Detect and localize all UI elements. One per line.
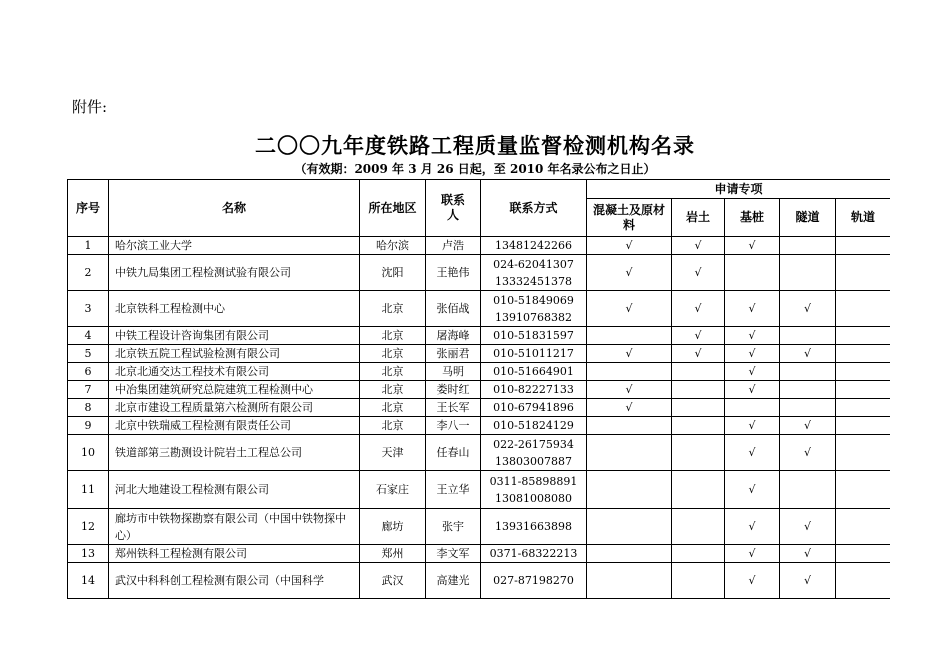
table-row: [68, 381, 891, 399]
org-contact: 马明: [426, 363, 481, 381]
check-tunnel: [780, 363, 836, 381]
check-tunnel: √: [780, 563, 836, 599]
org-phone: [481, 237, 587, 255]
row-number: 12: [68, 509, 109, 545]
check-concrete: [587, 327, 672, 345]
phone-number: 022-26175934: [493, 437, 574, 451]
header-tunnel: 隧道: [780, 199, 836, 237]
org-phone: [481, 563, 587, 599]
check-concrete: √: [587, 345, 672, 363]
org-name: 中铁工程设计咨询集团有限公司: [109, 327, 360, 345]
org-name: 北京北通交达工程技术有限公司: [109, 363, 360, 381]
attachment-label: 附件:: [72, 98, 108, 116]
org-region: 北京: [360, 381, 426, 399]
check-tunnel: √: [780, 291, 836, 327]
org-phone: [481, 363, 587, 381]
check-track: [836, 471, 891, 509]
org-region: 北京: [360, 291, 426, 327]
check-tunnel: [780, 327, 836, 345]
check-concrete: [587, 471, 672, 509]
check-concrete: √: [587, 255, 672, 291]
phone-number: 010-51849069: [493, 293, 574, 307]
org-contact: 娄时红: [426, 381, 481, 399]
org-name: 北京市建设工程质量第六检测所有限公司: [109, 399, 360, 417]
check-tunnel: [780, 399, 836, 417]
org-contact: 张丽君: [426, 345, 481, 363]
check-tunnel: √: [780, 345, 836, 363]
phone-number: 027-87198270: [493, 574, 574, 587]
org-contact: 王艳伟: [426, 255, 481, 291]
phone-number: 13931663898: [495, 520, 572, 533]
check-rock: √: [672, 345, 725, 363]
check-tunnel: [780, 237, 836, 255]
check-rock: [672, 417, 725, 435]
check-concrete: [587, 417, 672, 435]
validity-subtitle: （有效期：2009 年 3 月 26 日起，至 2010 年名录公布之日止）: [294, 162, 656, 176]
header-contact: 联系人: [426, 180, 481, 237]
org-region: 北京: [360, 399, 426, 417]
org-region: 天津: [360, 435, 426, 471]
row-number: 10: [68, 435, 109, 471]
header-name: 名称: [109, 180, 360, 237]
check-track: [836, 327, 891, 345]
org-contact: 李八一: [426, 417, 481, 435]
check-pile: √: [725, 435, 780, 471]
phone-number: 010-51011217: [493, 347, 574, 360]
document-title: 二〇〇九年度铁路工程质量监督检测机构名录: [255, 133, 695, 158]
check-tunnel: [780, 255, 836, 291]
row-number: 14: [68, 563, 109, 599]
header-no: 序号: [68, 180, 109, 237]
org-name: 中铁九局集团工程检测试验有限公司: [109, 255, 360, 291]
org-region: 廊坊: [360, 509, 426, 545]
check-pile: [725, 255, 780, 291]
check-pile: √: [725, 545, 780, 563]
check-pile: √: [725, 381, 780, 399]
check-concrete: √: [587, 381, 672, 399]
check-track: [836, 255, 891, 291]
check-rock: [672, 545, 725, 563]
table-row: [68, 509, 891, 545]
org-phone: [481, 381, 587, 399]
check-track: [836, 381, 891, 399]
row-number: 7: [68, 381, 109, 399]
check-concrete: [587, 545, 672, 563]
org-name: 中冶集团建筑研究总院建筑工程检测中心: [109, 381, 360, 399]
check-track: [836, 237, 891, 255]
table-row: [68, 435, 891, 471]
check-track: [836, 509, 891, 545]
check-concrete: [587, 563, 672, 599]
org-phone: [481, 291, 587, 327]
org-region: 北京: [360, 327, 426, 345]
org-name: 河北大地建设工程检测有限公司: [109, 471, 360, 509]
table-row: [68, 399, 891, 417]
check-rock: √: [672, 291, 725, 327]
row-number: 11: [68, 471, 109, 509]
check-concrete: √: [587, 237, 672, 255]
check-rock: [672, 435, 725, 471]
org-phone: [481, 435, 587, 471]
org-region: 哈尔滨: [360, 237, 426, 255]
row-number: 1: [68, 237, 109, 255]
check-concrete: [587, 509, 672, 545]
org-phone: [481, 545, 587, 563]
phone-number: 010-67941896: [493, 401, 574, 414]
org-name: 武汉中科科创工程检测有限公司（中国科学: [109, 563, 360, 599]
check-pile: √: [725, 563, 780, 599]
check-concrete: [587, 363, 672, 381]
org-contact: 卢浩: [426, 237, 481, 255]
org-region: 北京: [360, 345, 426, 363]
phone-number: 010-51831597: [493, 329, 574, 342]
check-tunnel: [780, 381, 836, 399]
table-row: [68, 291, 891, 327]
check-pile: √: [725, 363, 780, 381]
check-rock: √: [672, 255, 725, 291]
check-rock: √: [672, 327, 725, 345]
phone-number: 0371-68322213: [489, 547, 578, 560]
table-row: [68, 545, 891, 563]
org-name: 北京中铁瑞威工程检测有限责任公司: [109, 417, 360, 435]
check-track: [836, 563, 891, 599]
row-number: 9: [68, 417, 109, 435]
org-contact: 王长军: [426, 399, 481, 417]
org-name: 哈尔滨工业大学: [109, 237, 360, 255]
org-region: 郑州: [360, 545, 426, 563]
check-tunnel: √: [780, 509, 836, 545]
check-concrete: √: [587, 291, 672, 327]
org-name: 北京铁五院工程试验检测有限公司: [109, 345, 360, 363]
row-number: 5: [68, 345, 109, 363]
check-track: [836, 435, 891, 471]
org-contact: 张宇: [426, 509, 481, 545]
check-track: [836, 345, 891, 363]
org-phone: [481, 345, 587, 363]
check-rock: [672, 563, 725, 599]
check-track: [836, 291, 891, 327]
check-rock: [672, 471, 725, 509]
phone-number: 010-51824129: [493, 419, 574, 432]
check-rock: [672, 381, 725, 399]
check-rock: √: [672, 237, 725, 255]
org-region: 北京: [360, 363, 426, 381]
header-rock: 岩土: [672, 199, 725, 237]
row-number: 6: [68, 363, 109, 381]
table-row: [68, 237, 891, 255]
header-pile: 基桩: [725, 199, 780, 237]
table-row: [68, 327, 891, 345]
table-row: [68, 345, 891, 363]
phone-number: 024-62041307: [493, 257, 574, 271]
phone-number: 13332451378: [495, 274, 572, 288]
check-track: [836, 417, 891, 435]
org-region: 沈阳: [360, 255, 426, 291]
header-region: 所在地区: [360, 180, 426, 237]
org-phone: [481, 255, 587, 291]
check-rock: [672, 399, 725, 417]
check-tunnel: √: [780, 435, 836, 471]
table-row: [68, 471, 891, 509]
org-phone: [481, 509, 587, 545]
row-number: 8: [68, 399, 109, 417]
header-phone: 联系方式: [481, 180, 587, 237]
org-name: 北京铁科工程检测中心: [109, 291, 360, 327]
phone-number: 13481242266: [495, 239, 572, 252]
row-number: 2: [68, 255, 109, 291]
check-pile: √: [725, 345, 780, 363]
row-number: 13: [68, 545, 109, 563]
check-pile: √: [725, 291, 780, 327]
org-contact: 屠海峰: [426, 327, 481, 345]
org-contact: 高建光: [426, 563, 481, 599]
phone-number: 13910768382: [495, 310, 572, 324]
check-pile: √: [725, 237, 780, 255]
org-region: 北京: [360, 417, 426, 435]
org-contact: 任春山: [426, 435, 481, 471]
check-pile: √: [725, 509, 780, 545]
check-track: [836, 545, 891, 563]
check-tunnel: √: [780, 545, 836, 563]
directory-table: [67, 179, 890, 599]
table-row: [68, 563, 891, 599]
org-contact: 张佰战: [426, 291, 481, 327]
phone-number: 010-51664901: [493, 365, 574, 378]
org-phone: [481, 417, 587, 435]
phone-number: 13803007887: [495, 454, 572, 468]
check-tunnel: √: [780, 417, 836, 435]
org-name: 廊坊市中铁物探勘察有限公司（中国中铁物探中心）: [109, 509, 360, 545]
org-contact: 李文军: [426, 545, 481, 563]
phone-number: 13081008080: [495, 491, 572, 505]
org-contact: 王立华: [426, 471, 481, 509]
check-pile: √: [725, 471, 780, 509]
check-track: [836, 363, 891, 381]
phone-number: 010-82227133: [493, 383, 574, 396]
table-row: [68, 417, 891, 435]
check-concrete: [587, 435, 672, 471]
directory-table-container: [67, 179, 890, 600]
row-number: 4: [68, 327, 109, 345]
header-special-items: 申请专项: [587, 180, 891, 199]
check-rock: [672, 509, 725, 545]
org-phone: [481, 327, 587, 345]
table-row: [68, 363, 891, 381]
check-pile: √: [725, 327, 780, 345]
check-rock: [672, 363, 725, 381]
org-region: 武汉: [360, 563, 426, 599]
check-tunnel: [780, 471, 836, 509]
table-row: [68, 255, 891, 291]
org-name: 铁道部第三勘测设计院岩土工程总公司: [109, 435, 360, 471]
org-phone: [481, 471, 587, 509]
check-pile: [725, 399, 780, 417]
org-region: 石家庄: [360, 471, 426, 509]
header-row-1: [68, 180, 891, 199]
check-pile: √: [725, 417, 780, 435]
check-track: [836, 399, 891, 417]
header-track: 轨道: [836, 199, 891, 237]
org-phone: [481, 399, 587, 417]
header-concrete: 混凝土及原材料: [587, 199, 672, 237]
phone-number: 0311-85898891: [489, 474, 578, 488]
row-number: 3: [68, 291, 109, 327]
org-name: 郑州铁科工程检测有限公司: [109, 545, 360, 563]
check-concrete: √: [587, 399, 672, 417]
